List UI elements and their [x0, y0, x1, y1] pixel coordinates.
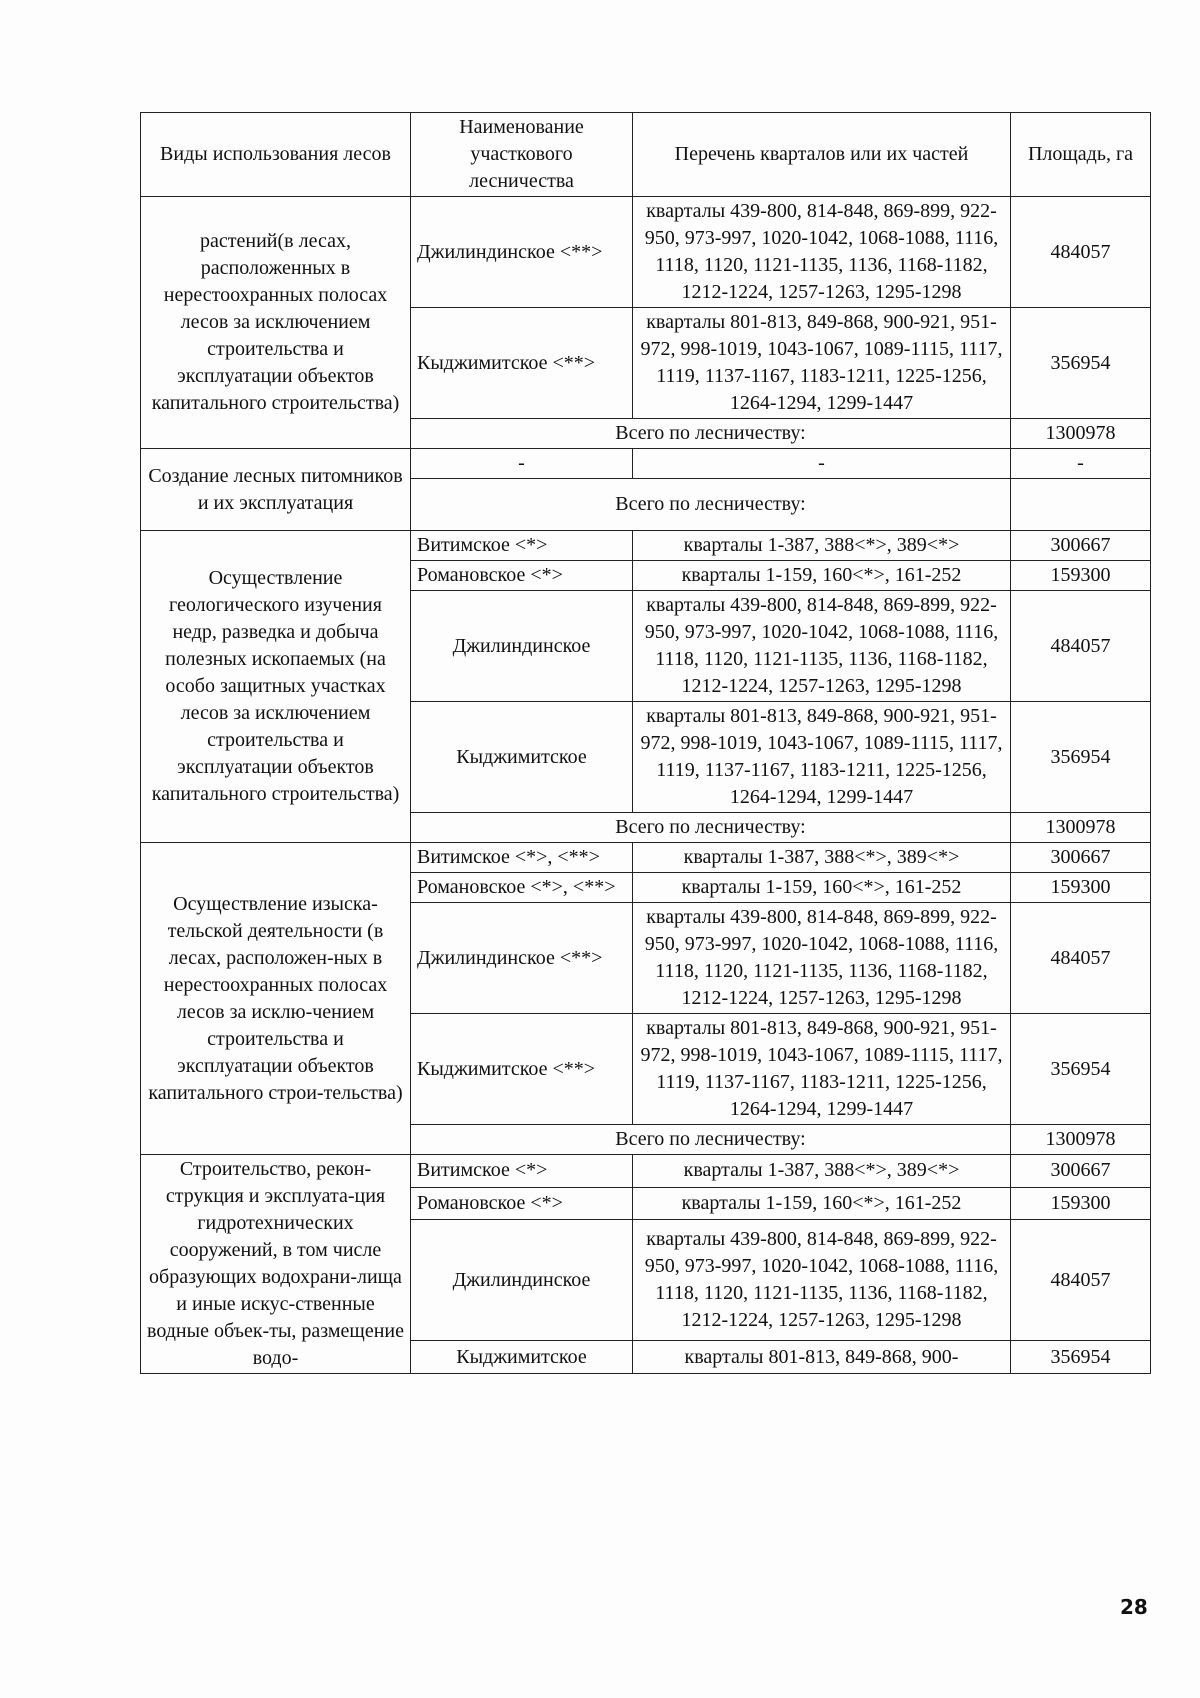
table-row — [141, 449, 1151, 479]
usage-cell: растений(в лесах, расположенных в нерестоохранных полосах лесов за исключением строительства и эксплуатации объектов капитального строительства) — [141, 197, 411, 449]
area-cell: 300667 — [1011, 1155, 1151, 1188]
total-label: Всего по лесничеству: — [411, 419, 1011, 449]
forestry-cell: Кыджимитское — [411, 1341, 633, 1374]
quarters-cell: кварталы 1-387, 388<*>, 389<*> — [633, 843, 1011, 873]
forestry-cell: Витимское <*> — [411, 1155, 633, 1188]
quarters-cell: кварталы 1-159, 160<*>, 161-252 — [633, 561, 1011, 591]
header-usage: Виды использования лесов — [141, 113, 411, 197]
forestry-cell: Романовское <*>, <**> — [411, 873, 633, 903]
forestry-cell: Джилиндинское <**> — [411, 197, 633, 308]
forestry-cell: Кыджимитское <**> — [411, 308, 633, 419]
quarters-cell: кварталы 439-800, 814-848, 869-899, 922-950, 973-997, 1020-1042, 1068-1088, 1116, 1118, 1120, 1121-1135, 1136, 1168-1182, 1212-1224, 1257-1263, 1295-1298 — [633, 197, 1011, 308]
header-quarters: Перечень кварталов или их частей — [633, 113, 1011, 197]
forestry-cell: Витимское <*>, <**> — [411, 843, 633, 873]
forestry-cell: Романовское <*> — [411, 561, 633, 591]
area-cell: - — [1011, 449, 1151, 479]
table-row — [141, 531, 1151, 561]
area-cell: 300667 — [1011, 531, 1151, 561]
quarters-cell: кварталы 1-159, 160<*>, 161-252 — [633, 873, 1011, 903]
area-cell: 159300 — [1011, 561, 1151, 591]
forestry-cell: Романовское <*> — [411, 1187, 633, 1220]
area-cell: 356954 — [1011, 1341, 1151, 1374]
area-cell: 484057 — [1011, 591, 1151, 702]
area-cell: 356954 — [1011, 308, 1151, 419]
area-cell: 159300 — [1011, 873, 1151, 903]
table-row — [141, 197, 1151, 308]
usage-cell: Строительство, рекон-струкция и эксплуата-ция гидротехнических сооружений, в том числе образующих водохрани-лища и иные искус-ственные водные объек-ты, размещение водо- — [141, 1155, 411, 1374]
quarters-cell: - — [633, 449, 1011, 479]
forestry-cell: Джилиндинское <**> — [411, 903, 633, 1014]
forestry-cell: - — [411, 449, 633, 479]
table-row — [141, 1155, 1151, 1188]
total-value — [1011, 479, 1151, 531]
table-row — [141, 843, 1151, 873]
forestry-cell: Витимское <*> — [411, 531, 633, 561]
header-forestry: Наименование участкового лесничества — [411, 113, 633, 197]
area-cell: 356954 — [1011, 702, 1151, 813]
total-label: Всего по лесничеству: — [411, 813, 1011, 843]
usage-cell: Осуществление изыска-тельской деятельности (в лесах, расположен-ных в нерестоохранных полосах лесов за исклю-чением строительства и эксплуатации объектов капитального строи-тельства) — [141, 843, 411, 1155]
total-value: 1300978 — [1011, 1125, 1151, 1155]
usage-cell: Создание лесных питомников и их эксплуатация — [141, 449, 411, 531]
area-cell: 159300 — [1011, 1187, 1151, 1220]
quarters-cell: кварталы 801-813, 849-868, 900-921, 951-972, 998-1019, 1043-1067, 1089-1115, 1117, 1119, 1137-1167, 1183-1211, 1225-1256, 1264-1294, 1299-1447 — [633, 308, 1011, 419]
area-cell: 484057 — [1011, 903, 1151, 1014]
quarters-cell: кварталы 439-800, 814-848, 869-899, 922-950, 973-997, 1020-1042, 1068-1088, 1116, 1118, 1120, 1121-1135, 1136, 1168-1182, 1212-1224, 1257-1263, 1295-1298 — [633, 903, 1011, 1014]
total-label: Всего по лесничеству: — [411, 479, 1011, 531]
quarters-cell: кварталы 801-813, 849-868, 900-921, 951-972, 998-1019, 1043-1067, 1089-1115, 1117, 1119, 1137-1167, 1183-1211, 1225-1256, 1264-1294, 1299-1447 — [633, 1014, 1011, 1125]
quarters-cell: кварталы 801-813, 849-868, 900-921, 951-972, 998-1019, 1043-1067, 1089-1115, 1117, 1119, 1137-1167, 1183-1211, 1225-1256, 1264-1294, 1299-1447 — [633, 702, 1011, 813]
total-label: Всего по лесничеству: — [411, 1125, 1011, 1155]
forest-usage-table — [140, 112, 1151, 1374]
total-value: 1300978 — [1011, 813, 1151, 843]
area-cell: 300667 — [1011, 843, 1151, 873]
total-value: 1300978 — [1011, 419, 1151, 449]
forestry-cell: Кыджимитское — [411, 702, 633, 813]
quarters-cell: кварталы 1-159, 160<*>, 161-252 — [633, 1187, 1011, 1220]
area-cell: 356954 — [1011, 1014, 1151, 1125]
quarters-cell: кварталы 439-800, 814-848, 869-899, 922-950, 973-997, 1020-1042, 1068-1088, 1116, 1118, 1120, 1121-1135, 1136, 1168-1182, 1212-1224, 1257-1263, 1295-1298 — [633, 591, 1011, 702]
quarters-cell: кварталы 439-800, 814-848, 869-899, 922-950, 973-997, 1020-1042, 1068-1088, 1116, 1118, 1120, 1121-1135, 1136, 1168-1182, 1212-1224, 1257-1263, 1295-1298 — [633, 1220, 1011, 1341]
usage-cell: Осуществление геологического изучения недр, разведка и добыча полезных ископаемых (на особо защитных участках лесов за исключением строительства и эксплуатации объектов капитального строительства) — [141, 531, 411, 843]
table-header-row — [141, 113, 1151, 197]
header-area: Площадь, га — [1011, 113, 1151, 197]
forestry-cell: Джилиндинское — [411, 591, 633, 702]
forestry-cell: Джилиндинское — [411, 1220, 633, 1341]
page-number: 28 — [1120, 1595, 1148, 1619]
quarters-cell: кварталы 1-387, 388<*>, 389<*> — [633, 1155, 1011, 1188]
area-cell: 484057 — [1011, 1220, 1151, 1341]
quarters-cell: кварталы 801-813, 849-868, 900- — [633, 1341, 1011, 1374]
quarters-cell: кварталы 1-387, 388<*>, 389<*> — [633, 531, 1011, 561]
forestry-cell: Кыджимитское <**> — [411, 1014, 633, 1125]
area-cell: 484057 — [1011, 197, 1151, 308]
